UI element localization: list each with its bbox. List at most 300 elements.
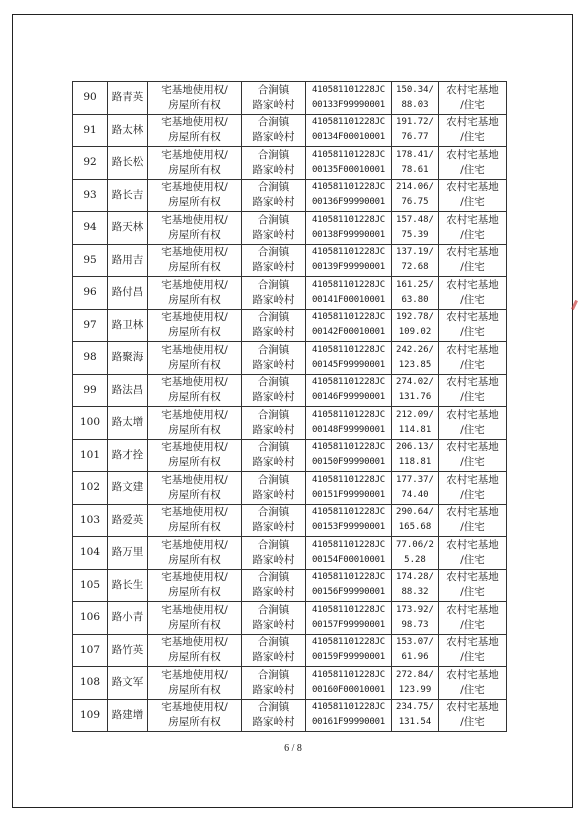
land-use-cell (439, 537, 507, 570)
location-cell (242, 147, 306, 180)
land-use-text: 农村宅基地 (446, 83, 499, 96)
location-text: 合涧镇 (257, 181, 290, 194)
right-type-cell (148, 602, 242, 635)
table-row (73, 277, 507, 310)
owner-name-cell (108, 634, 148, 667)
land-use-cell (439, 504, 507, 537)
land-use-cell (439, 114, 507, 147)
right-type-text: 宅基地使用权/ (161, 408, 228, 421)
land-use-text: /住宅 (460, 131, 485, 144)
area-text: 131.54 (398, 717, 432, 728)
right-type-text: 宅基地使用权/ (161, 506, 228, 519)
land-use-text: 农村宅基地 (446, 408, 499, 421)
parcel-code-text: 00134F00010001 (311, 132, 386, 143)
right-type-text: 房屋所有权 (168, 716, 221, 729)
table-row (73, 602, 507, 635)
land-use-text: /住宅 (460, 521, 485, 534)
table-row (73, 472, 507, 505)
land-use-text: /住宅 (460, 196, 485, 209)
area-text: 77.06/2 (396, 539, 434, 550)
parcel-code-cell (306, 537, 392, 570)
parcel-code-text: 00139F99990001 (311, 262, 386, 273)
area-text: 63.80 (401, 294, 429, 305)
row-number-cell (73, 212, 108, 245)
right-type-text: 宅基地使用权/ (161, 278, 228, 291)
area-text: 74.40 (401, 489, 429, 500)
table-row (73, 114, 507, 147)
row-number-cell (73, 569, 108, 602)
location-text: 路家岭村 (252, 98, 295, 111)
area-text: 76.77 (401, 132, 429, 143)
parcel-code-cell (306, 82, 392, 115)
row-number-text: 103 (79, 513, 101, 526)
area-cell (392, 634, 439, 667)
parcel-code-cell (306, 602, 392, 635)
right-type-text: 宅基地使用权/ (161, 636, 228, 649)
area-cell (392, 147, 439, 180)
area-text: 5.28 (404, 554, 426, 565)
parcel-code-text: 410581101228JC (311, 344, 386, 355)
area-cell (392, 667, 439, 700)
right-type-text: 宅基地使用权/ (161, 376, 228, 389)
row-number-text: 91 (83, 123, 97, 136)
parcel-code-text: 410581101228JC (311, 117, 386, 128)
row-number-cell (73, 277, 108, 310)
table-row (73, 504, 507, 537)
land-use-cell (439, 634, 507, 667)
parcel-code-text: 410581101228JC (311, 702, 386, 713)
parcel-code-cell (306, 407, 392, 440)
area-cell (392, 569, 439, 602)
owner-name-text: 路长松 (111, 156, 144, 169)
area-cell (392, 374, 439, 407)
parcel-code-cell (306, 244, 392, 277)
land-use-text: /住宅 (460, 553, 485, 566)
land-use-text: 农村宅基地 (446, 603, 499, 616)
row-number-cell (73, 472, 108, 505)
parcel-code-text: 00148F99990001 (311, 424, 386, 435)
land-use-text: 农村宅基地 (446, 148, 499, 161)
right-type-cell (148, 114, 242, 147)
land-use-text: 农村宅基地 (446, 213, 499, 226)
owner-name-text: 路付昌 (111, 286, 144, 299)
land-use-cell (439, 277, 507, 310)
area-cell (392, 309, 439, 342)
land-use-cell (439, 212, 507, 245)
area-cell (392, 244, 439, 277)
parcel-code-text: 410581101228JC (311, 312, 386, 323)
land-use-text: /住宅 (460, 261, 485, 274)
land-use-cell (439, 147, 507, 180)
table-row (73, 407, 507, 440)
location-text: 路家岭村 (252, 228, 295, 241)
right-type-text: 宅基地使用权/ (161, 148, 228, 161)
owner-name-cell (108, 667, 148, 700)
land-use-cell (439, 342, 507, 375)
area-cell (392, 472, 439, 505)
table-row (73, 374, 507, 407)
row-number-text: 104 (79, 546, 101, 559)
location-cell (242, 82, 306, 115)
location-text: 路家岭村 (252, 358, 295, 371)
area-cell (392, 82, 439, 115)
right-type-cell (148, 699, 242, 732)
owner-name-cell (108, 537, 148, 570)
land-use-text: 农村宅基地 (446, 538, 499, 551)
row-number-text: 97 (83, 318, 97, 331)
location-text: 合涧镇 (257, 148, 290, 161)
location-text: 路家岭村 (252, 521, 295, 534)
parcel-code-text: 00159F99990001 (311, 652, 386, 663)
land-use-text: 农村宅基地 (446, 571, 499, 584)
location-text: 合涧镇 (257, 83, 290, 96)
land-use-text: /住宅 (460, 358, 485, 371)
right-type-text: 房屋所有权 (168, 553, 221, 566)
owner-name-text: 路长生 (111, 578, 144, 591)
right-type-cell (148, 309, 242, 342)
area-cell (392, 277, 439, 310)
area-text: 165.68 (398, 522, 432, 533)
location-cell (242, 472, 306, 505)
owner-name-cell (108, 244, 148, 277)
parcel-code-text: 410581101228JC (311, 604, 386, 615)
location-text: 合涧镇 (257, 441, 290, 454)
row-number-cell (73, 374, 108, 407)
owner-name-cell (108, 699, 148, 732)
land-use-text: /住宅 (460, 423, 485, 436)
parcel-code-text: 410581101228JC (311, 442, 386, 453)
area-text: 173.92/ (396, 604, 434, 615)
location-text: 合涧镇 (257, 701, 290, 714)
row-number-text: 94 (83, 221, 97, 234)
right-type-cell (148, 407, 242, 440)
right-type-text: 宅基地使用权/ (161, 473, 228, 486)
land-use-text: /住宅 (460, 326, 485, 339)
area-text: 78.61 (401, 164, 429, 175)
right-type-cell (148, 439, 242, 472)
table-row (73, 212, 507, 245)
land-use-text: 农村宅基地 (446, 116, 499, 129)
row-number-cell (73, 602, 108, 635)
parcel-code-text: 410581101228JC (311, 182, 386, 193)
land-use-text: 农村宅基地 (446, 311, 499, 324)
parcel-code-text: 00150F99990001 (311, 457, 386, 468)
location-cell (242, 277, 306, 310)
row-number-text: 92 (83, 156, 97, 169)
area-text: 242.26/ (396, 344, 434, 355)
area-cell (392, 114, 439, 147)
parcel-code-text: 410581101228JC (311, 539, 386, 550)
location-text: 合涧镇 (257, 213, 290, 226)
row-number-cell (73, 147, 108, 180)
area-text: 118.81 (398, 457, 432, 468)
area-text: 212.09/ (396, 409, 434, 420)
table-body (73, 82, 507, 732)
land-use-text: 农村宅基地 (446, 636, 499, 649)
area-text: 88.03 (401, 99, 429, 110)
land-use-text: 农村宅基地 (446, 246, 499, 259)
location-text: 合涧镇 (257, 538, 290, 551)
row-number-cell (73, 537, 108, 570)
location-text: 路家岭村 (252, 391, 295, 404)
row-number-cell (73, 667, 108, 700)
owner-name-cell (108, 602, 148, 635)
owner-name-cell (108, 569, 148, 602)
owner-name-text: 路太林 (111, 123, 144, 136)
location-text: 路家岭村 (252, 716, 295, 729)
owner-name-cell (108, 309, 148, 342)
owner-name-cell (108, 342, 148, 375)
area-text: 234.75/ (396, 702, 434, 713)
area-text: 274.02/ (396, 377, 434, 388)
area-text: 206.13/ (396, 442, 434, 453)
owner-name-text: 路用吉 (111, 253, 144, 266)
land-use-text: 农村宅基地 (446, 473, 499, 486)
table-row (73, 537, 507, 570)
location-text: 路家岭村 (252, 456, 295, 469)
right-type-text: 房屋所有权 (168, 358, 221, 371)
owner-name-cell (108, 147, 148, 180)
row-number-cell (73, 634, 108, 667)
right-type-text: 房屋所有权 (168, 261, 221, 274)
row-number-cell (73, 114, 108, 147)
right-type-text: 宅基地使用权/ (161, 213, 228, 226)
owner-name-text: 路爱英 (111, 513, 144, 526)
row-number-cell (73, 439, 108, 472)
parcel-code-cell (306, 569, 392, 602)
location-cell (242, 537, 306, 570)
row-number-text: 105 (79, 578, 101, 591)
owner-name-cell (108, 439, 148, 472)
right-type-cell (148, 374, 242, 407)
location-cell (242, 114, 306, 147)
location-text: 路家岭村 (252, 196, 295, 209)
right-type-text: 房屋所有权 (168, 521, 221, 534)
land-use-cell (439, 374, 507, 407)
location-text: 合涧镇 (257, 636, 290, 649)
row-number-text: 98 (83, 351, 97, 364)
owner-name-text: 路天林 (111, 221, 144, 234)
parcel-code-text: 00141F00010001 (311, 294, 386, 305)
land-use-cell (439, 309, 507, 342)
parcel-code-text: 410581101228JC (311, 279, 386, 290)
parcel-code-text: 410581101228JC (311, 669, 386, 680)
right-type-text: 宅基地使用权/ (161, 181, 228, 194)
right-type-text: 房屋所有权 (168, 586, 221, 599)
land-use-text: /住宅 (460, 618, 485, 631)
area-text: 109.02 (398, 327, 432, 338)
right-type-cell (148, 277, 242, 310)
area-text: 98.73 (401, 619, 429, 630)
right-type-text: 房屋所有权 (168, 228, 221, 241)
right-type-text: 宅基地使用权/ (161, 83, 228, 96)
parcel-code-text: 00142F00010001 (311, 327, 386, 338)
parcel-code-cell (306, 114, 392, 147)
land-use-text: 农村宅基地 (446, 506, 499, 519)
land-use-text: 农村宅基地 (446, 376, 499, 389)
location-text: 路家岭村 (252, 683, 295, 696)
owner-name-cell (108, 472, 148, 505)
parcel-code-text: 410581101228JC (311, 247, 386, 258)
parcel-code-text: 410581101228JC (311, 214, 386, 225)
land-use-text: /住宅 (460, 683, 485, 696)
location-text: 路家岭村 (252, 488, 295, 501)
area-text: 150.34/ (396, 84, 434, 95)
parcel-code-cell (306, 179, 392, 212)
owner-name-text: 路长吉 (111, 188, 144, 201)
location-text: 合涧镇 (257, 311, 290, 324)
area-cell (392, 537, 439, 570)
land-use-text: /住宅 (460, 98, 485, 111)
right-type-cell (148, 342, 242, 375)
right-type-cell (148, 569, 242, 602)
right-type-text: 房屋所有权 (168, 651, 221, 664)
area-text: 177.37/ (396, 474, 434, 485)
area-text: 123.99 (398, 684, 432, 695)
right-type-text: 宅基地使用权/ (161, 311, 228, 324)
row-number-text: 93 (83, 188, 97, 201)
row-number-cell (73, 82, 108, 115)
land-use-text: /住宅 (460, 163, 485, 176)
area-text: 272.84/ (396, 669, 434, 680)
location-text: 路家岭村 (252, 131, 295, 144)
row-number-text: 90 (83, 91, 97, 104)
land-use-cell (439, 82, 507, 115)
row-number-cell (73, 699, 108, 732)
parcel-code-cell (306, 504, 392, 537)
location-text: 合涧镇 (257, 603, 290, 616)
area-text: 214.06/ (396, 182, 434, 193)
area-text: 153.07/ (396, 637, 434, 648)
location-cell (242, 212, 306, 245)
area-text: 157.48/ (396, 214, 434, 225)
right-type-cell (148, 472, 242, 505)
table-row (73, 667, 507, 700)
location-text: 合涧镇 (257, 571, 290, 584)
parcel-code-text: 00154F00010001 (311, 554, 386, 565)
table-row (73, 147, 507, 180)
right-type-cell (148, 634, 242, 667)
location-text: 路家岭村 (252, 618, 295, 631)
right-type-text: 房屋所有权 (168, 618, 221, 631)
area-text: 72.68 (401, 262, 429, 273)
location-text: 合涧镇 (257, 376, 290, 389)
row-number-text: 109 (79, 708, 101, 721)
land-use-text: /住宅 (460, 228, 485, 241)
parcel-code-text: 410581101228JC (311, 474, 386, 485)
location-text: 路家岭村 (252, 293, 295, 306)
right-type-cell (148, 504, 242, 537)
parcel-code-cell (306, 472, 392, 505)
page-number: 6 / 8 (284, 743, 302, 754)
owner-name-text: 路聚海 (111, 351, 144, 364)
owner-name-text: 路法昌 (111, 383, 144, 396)
row-number-text: 100 (79, 416, 101, 429)
parcel-code-cell (306, 277, 392, 310)
area-text: 61.96 (401, 652, 429, 663)
right-type-text: 宅基地使用权/ (161, 116, 228, 129)
parcel-code-text: 00145F99990001 (311, 359, 386, 370)
owner-name-cell (108, 407, 148, 440)
row-number-text: 101 (79, 448, 101, 461)
land-use-text: /住宅 (460, 716, 485, 729)
parcel-code-text: 00153F99990001 (311, 522, 386, 533)
owner-name-cell (108, 179, 148, 212)
location-cell (242, 602, 306, 635)
area-cell (392, 212, 439, 245)
parcel-code-text: 410581101228JC (311, 637, 386, 648)
area-text: 161.25/ (396, 279, 434, 290)
owner-name-text: 路才拴 (111, 448, 144, 461)
right-type-cell (148, 667, 242, 700)
area-cell (392, 179, 439, 212)
area-cell (392, 439, 439, 472)
area-text: 114.81 (398, 424, 432, 435)
location-text: 路家岭村 (252, 586, 295, 599)
location-text: 合涧镇 (257, 473, 290, 486)
location-cell (242, 244, 306, 277)
area-text: 174.28/ (396, 572, 434, 583)
owner-name-text: 路万里 (111, 546, 144, 559)
land-use-text: 农村宅基地 (446, 181, 499, 194)
parcel-code-cell (306, 374, 392, 407)
right-type-cell (148, 179, 242, 212)
right-type-cell (148, 212, 242, 245)
row-number-cell (73, 342, 108, 375)
location-text: 路家岭村 (252, 553, 295, 566)
location-text: 合涧镇 (257, 116, 290, 129)
right-type-text: 宅基地使用权/ (161, 603, 228, 616)
land-use-cell (439, 407, 507, 440)
area-text: 178.41/ (396, 149, 434, 160)
right-type-text: 房屋所有权 (168, 98, 221, 111)
parcel-code-cell (306, 309, 392, 342)
location-cell (242, 407, 306, 440)
parcel-code-cell (306, 212, 392, 245)
right-type-text: 房屋所有权 (168, 456, 221, 469)
owner-name-cell (108, 374, 148, 407)
land-use-cell (439, 244, 507, 277)
land-use-text: /住宅 (460, 651, 485, 664)
right-type-text: 宅基地使用权/ (161, 571, 228, 584)
owner-name-cell (108, 212, 148, 245)
land-use-cell (439, 472, 507, 505)
area-text: 191.72/ (396, 117, 434, 128)
location-cell (242, 439, 306, 472)
right-type-text: 房屋所有权 (168, 293, 221, 306)
right-type-cell (148, 82, 242, 115)
location-cell (242, 179, 306, 212)
location-cell (242, 374, 306, 407)
land-use-cell (439, 602, 507, 635)
row-number-text: 108 (79, 676, 101, 689)
table-row (73, 439, 507, 472)
right-type-text: 宅基地使用权/ (161, 538, 228, 551)
parcel-code-text: 00151F99990001 (311, 489, 386, 500)
right-type-text: 宅基地使用权/ (161, 343, 228, 356)
location-cell (242, 342, 306, 375)
right-type-text: 房屋所有权 (168, 488, 221, 501)
land-use-text: /住宅 (460, 391, 485, 404)
parcel-code-text: 410581101228JC (311, 507, 386, 518)
row-number-cell (73, 407, 108, 440)
table-row (73, 179, 507, 212)
parcel-code-text: 00160F00010001 (311, 684, 386, 695)
parcel-code-text: 410581101228JC (311, 572, 386, 583)
area-cell (392, 602, 439, 635)
land-use-cell (439, 569, 507, 602)
location-text: 路家岭村 (252, 423, 295, 436)
